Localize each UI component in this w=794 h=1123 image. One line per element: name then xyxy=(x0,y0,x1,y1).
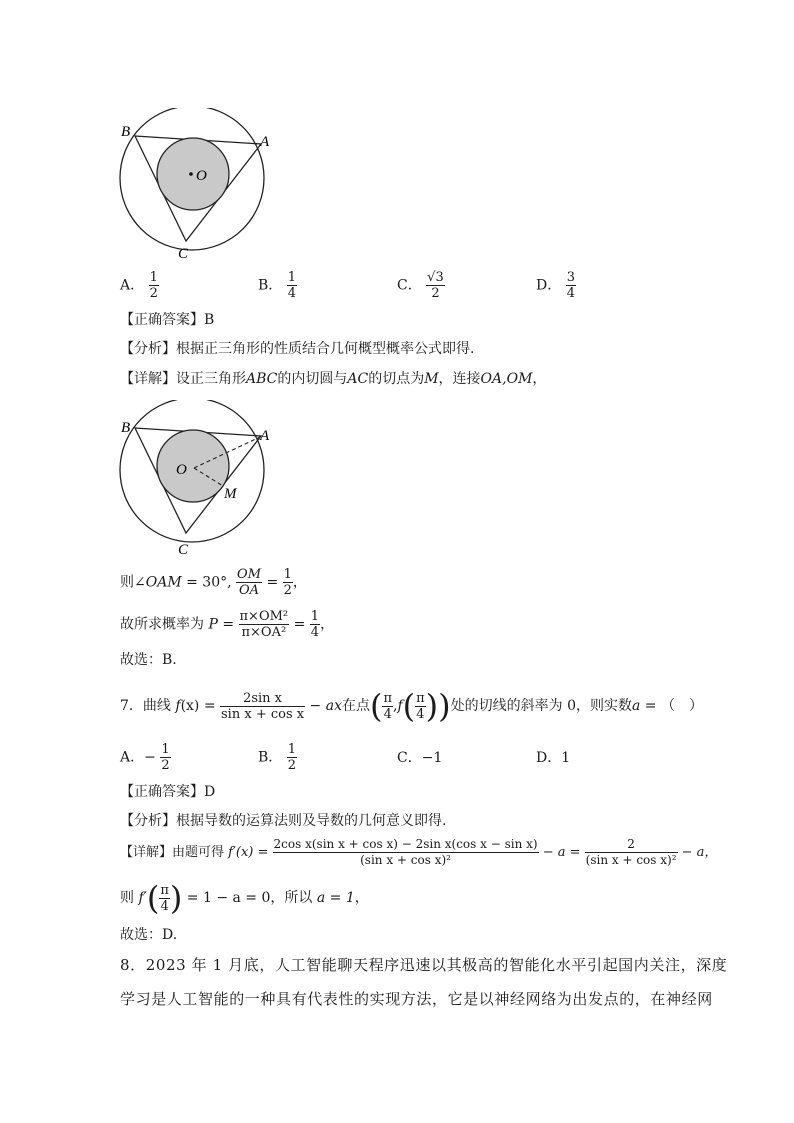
fraction-half: $\frac{1}{2}$ xyxy=(283,567,292,598)
option-label: A． xyxy=(120,277,145,294)
q7-option-c: C．−1 xyxy=(397,750,443,766)
option-fraction: $\frac{1}{2}$ xyxy=(287,742,297,773)
label-M: M xyxy=(224,486,237,502)
option-fraction: $\frac{√3}{2}$ xyxy=(427,270,444,301)
q6-choose: 故选：B. xyxy=(120,652,177,668)
q7-option-a: A．− $\frac{1}{2}$ xyxy=(120,742,170,773)
center-point xyxy=(189,172,193,176)
fraction-pi-4: $\frac{\pi}{4}$ xyxy=(416,690,425,722)
fraction-om-oa: $\frac{OM}{OA}$ xyxy=(237,567,261,598)
figure-circle-triangle-2 xyxy=(115,400,285,560)
option-fraction: $\frac{3}{4}$ xyxy=(566,270,575,301)
fraction-area-ratio: $\frac{\text{π×OM²}}{\text{π×OA²}}$ xyxy=(239,609,289,640)
q8-line-1: 8．2023 年 1 月底，人工智能聊天程序迅速以其极高的智能化水平引起国内关注，深度 xyxy=(120,956,728,974)
option-fraction: $\frac{1}{4}$ xyxy=(287,270,297,301)
option-fraction: $\frac{1}{2}$ xyxy=(161,742,170,773)
q6-detail: 【详解】设正三角形ABC的内切圆与AC的切点为M，连接OA,OM， xyxy=(120,371,547,387)
q6-probability-line: 故所求概率为 P = $\frac{\text{π×OM²}}{\text{π×OA²}}$ = $\frac{1}{4}$ ， xyxy=(120,609,335,640)
q7-option-b: B． $\frac{1}{2}$ xyxy=(258,742,297,773)
q6-then-line: 则∠OAM = 30°, $\frac{OM}{OA}$ = $\frac{1}{2}$ ， xyxy=(120,567,307,598)
q6-option-d xyxy=(536,270,576,301)
fraction-derivative: $\frac{\text{2cos x(sin x + cos x) − 2sin x(cos x − sin x)}}{\text{(sin x + cos x)²}}$ xyxy=(273,837,538,867)
q7-answer: 【正确答案】D xyxy=(120,784,216,800)
q7-option-d: D．1 xyxy=(536,750,571,766)
option-label: B． xyxy=(258,277,283,294)
fraction-2sinx: $\frac{\text{2sin x}}{\text{sin x + cos x}}$ xyxy=(221,690,305,722)
q6-option-b xyxy=(258,270,297,301)
incircle-shaded xyxy=(157,138,229,210)
fraction-simplified: $\frac{2}{\text{(sin x + cos x)²}}$ xyxy=(585,837,677,867)
label-B: B xyxy=(121,420,131,436)
q6-analysis: 【分析】根据正三角形的性质结合几何概型概率公式即得. xyxy=(120,341,475,357)
option-fraction: $\frac{1}{2}$ xyxy=(149,270,158,301)
fraction-pi-4: $\frac{\pi}{4}$ xyxy=(383,690,392,722)
label-O: O xyxy=(196,168,207,184)
option-label: D． xyxy=(536,277,562,294)
figure-circle-triangle-1 xyxy=(115,108,280,268)
q6-option-a xyxy=(120,270,159,301)
q6-option-c xyxy=(397,270,445,301)
label-B: B xyxy=(121,124,131,140)
q7-analysis: 【分析】根据导数的运算法则及导数的几何意义即得. xyxy=(120,813,447,829)
option-label: C． xyxy=(397,277,422,294)
label-O: O xyxy=(176,462,187,478)
label-C: C xyxy=(178,542,189,558)
label-A: A xyxy=(260,428,270,444)
fraction-pi-4: $\frac{\pi}{4}$ xyxy=(160,882,169,914)
q7-stem: 7．曲线 f(x) = $\frac{\text{2sin x}}{\text{sin x + cos x}}$ − ax在点( $\frac{\pi}{4}$ ,f( $\frac{\pi}{4}$ ))处的切线的斜率为 0，则实数a = （ ） xyxy=(120,687,703,725)
label-A: A xyxy=(260,134,270,150)
q8-line-2: 学习是人工智能的一种具有代表性的实现方法，它是以神经网络为出发点的，在神经网 xyxy=(120,990,713,1008)
label-C: C xyxy=(178,246,189,262)
q6-answer: 【正确答案】B xyxy=(120,312,215,328)
incircle-shaded xyxy=(157,430,229,502)
q7-choose: 故选：D. xyxy=(120,927,178,943)
q7-then-line: 则 f′( $\frac{\pi}{4}$ ) = 1 − a = 0，所以 a = 1， xyxy=(120,879,369,917)
q7-detail: 【详解】由题可得 f′(x) = $\frac{\text{2cos x(sin x + cos x) − 2sin x(cos x − sin x)}}{\text{(sin x + cos x)²}}$ − a = $\frac{2}{\text{(sin x + cos x)²}}$ − a， xyxy=(120,837,718,867)
fraction-quarter: $\frac{1}{4}$ xyxy=(310,609,320,640)
